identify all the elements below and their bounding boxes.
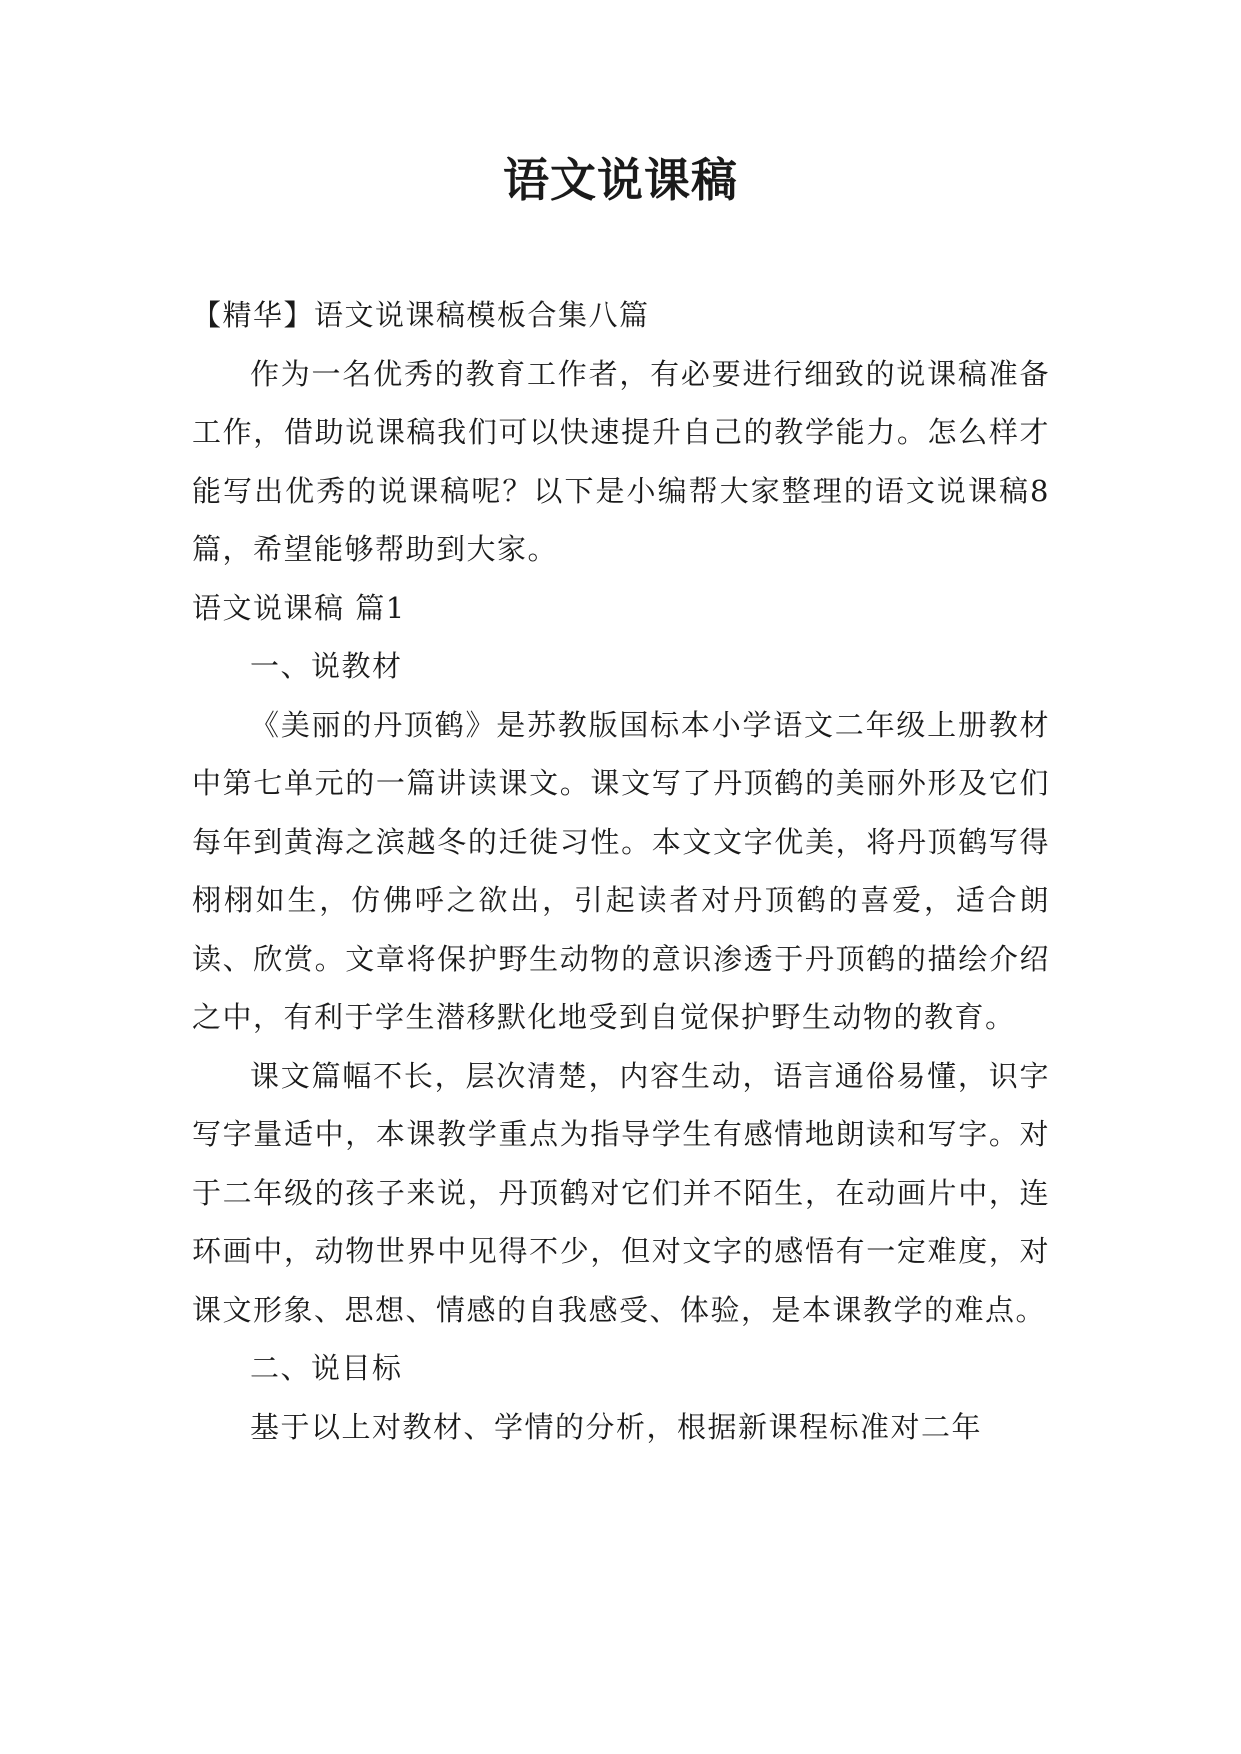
document-title: 语文说课稿 [503,153,738,207]
part1-heading: 一、说教材 [250,649,403,683]
document-body [192,286,1050,1456]
section-heading: 语文说课稿 篇1 [192,590,406,625]
part2-heading: 二、说目标 [250,1351,403,1385]
document-subtitle: 【精华】语文说课稿模板合集八篇 [192,298,650,332]
part2-paragraph-1: 基于以上对教材、学情的分析，根据新课程标准对二年 [250,1409,983,1444]
intro-paragraph: 作为一名优秀的教育工作者，有必要进行细致的说课稿准备工作，借助说课稿我们可以快速提升自己的教学能力。怎么样才能写出优秀的说课稿呢？以下是小编帮大家整理的语文说课稿8篇，希望能够帮助到大家。 [192,356,1050,566]
part1-paragraph-1: 《美丽的丹顶鹤》是苏教版国标本小学语文二年级上册教材中第七单元的一篇讲读课文。课文写了丹顶鹤的美丽外形及它们每年到黄海之滨越冬的迁徙习性。本文文字优美，将丹顶鹤写得栩栩如生，仿佛呼之欲出，引起读者对丹顶鹤的喜爱，适合朗读、欣赏。文章将保护野生动物的意识渗透于丹顶鹤的描绘介绍之中，有利于学生潜移默化地受到自觉保护野生动物的教育。 [192,707,1050,1034]
part1-paragraph-2: 课文篇幅不长，层次清楚，内容生动，语言通俗易懂，识字写字量适中，本课教学重点为指导学生有感情地朗读和写字。对于二年级的孩子来说，丹顶鹤对它们并不陌生，在动画片中，连环画中，动物世界中见得不少，但对文字的感悟有一定难度，对课文形象、思想、情感的自我感受、体验，是本课教学的难点。 [192,1058,1050,1327]
